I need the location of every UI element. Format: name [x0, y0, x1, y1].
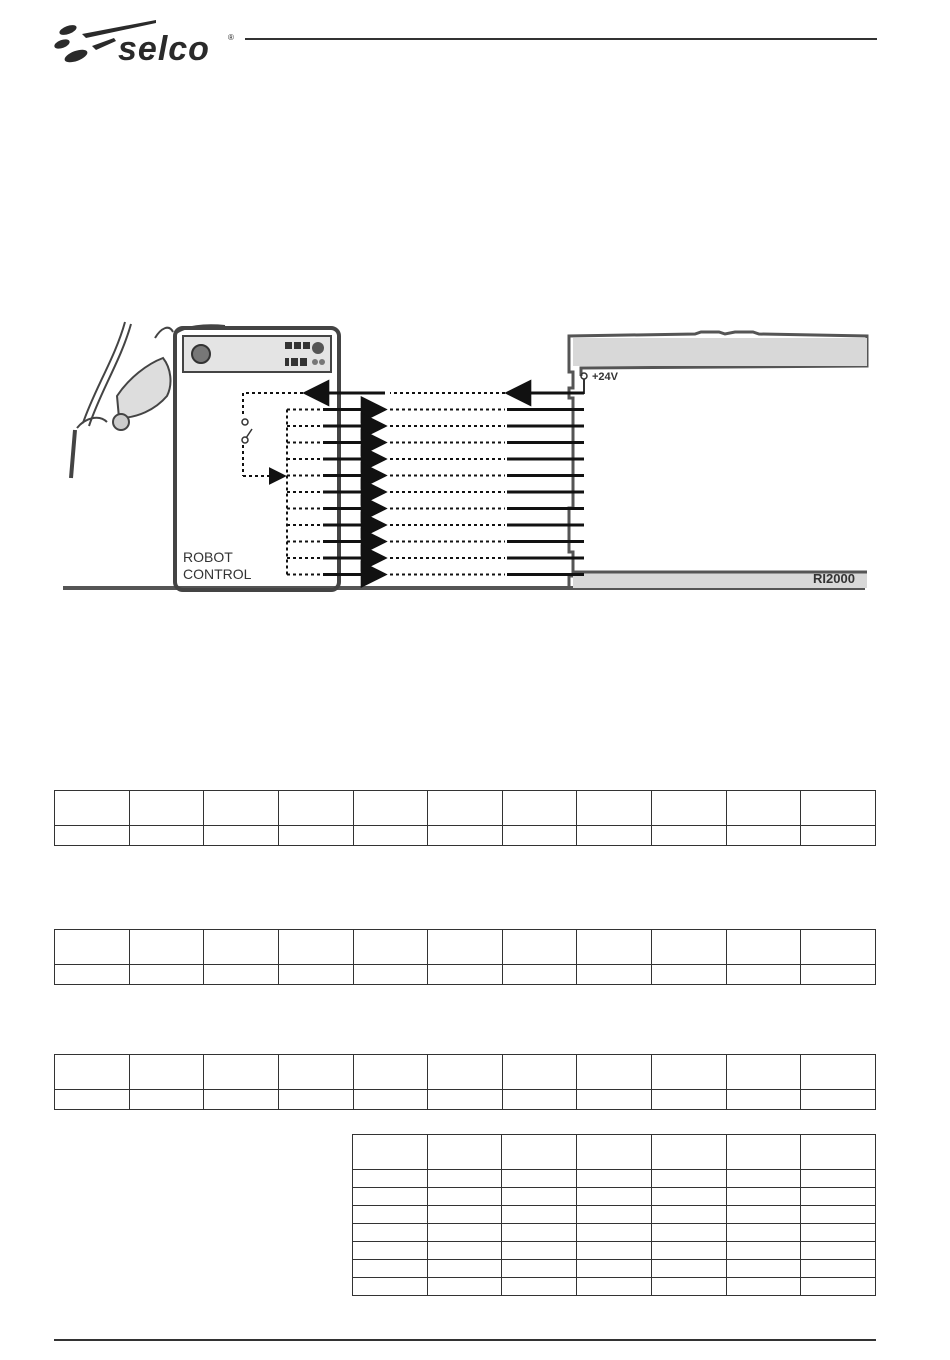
table-4 — [352, 1134, 876, 1296]
wiring-diagram — [55, 318, 875, 596]
table-3 — [54, 1054, 876, 1110]
page-header — [0, 0, 950, 80]
device-label: RI2000 — [813, 571, 855, 586]
supply-voltage-label: +24V — [592, 371, 618, 383]
robot-control-label-line1: ROBOT — [183, 549, 233, 565]
brand-wordmark: selco — [118, 30, 210, 68]
registered-mark: ® — [228, 33, 234, 42]
table-2 — [54, 929, 876, 985]
footer-rule — [54, 1339, 876, 1341]
robot-control-label-line2: CONTROL — [183, 566, 252, 582]
header-rule — [245, 38, 877, 40]
table-1 — [54, 790, 876, 846]
